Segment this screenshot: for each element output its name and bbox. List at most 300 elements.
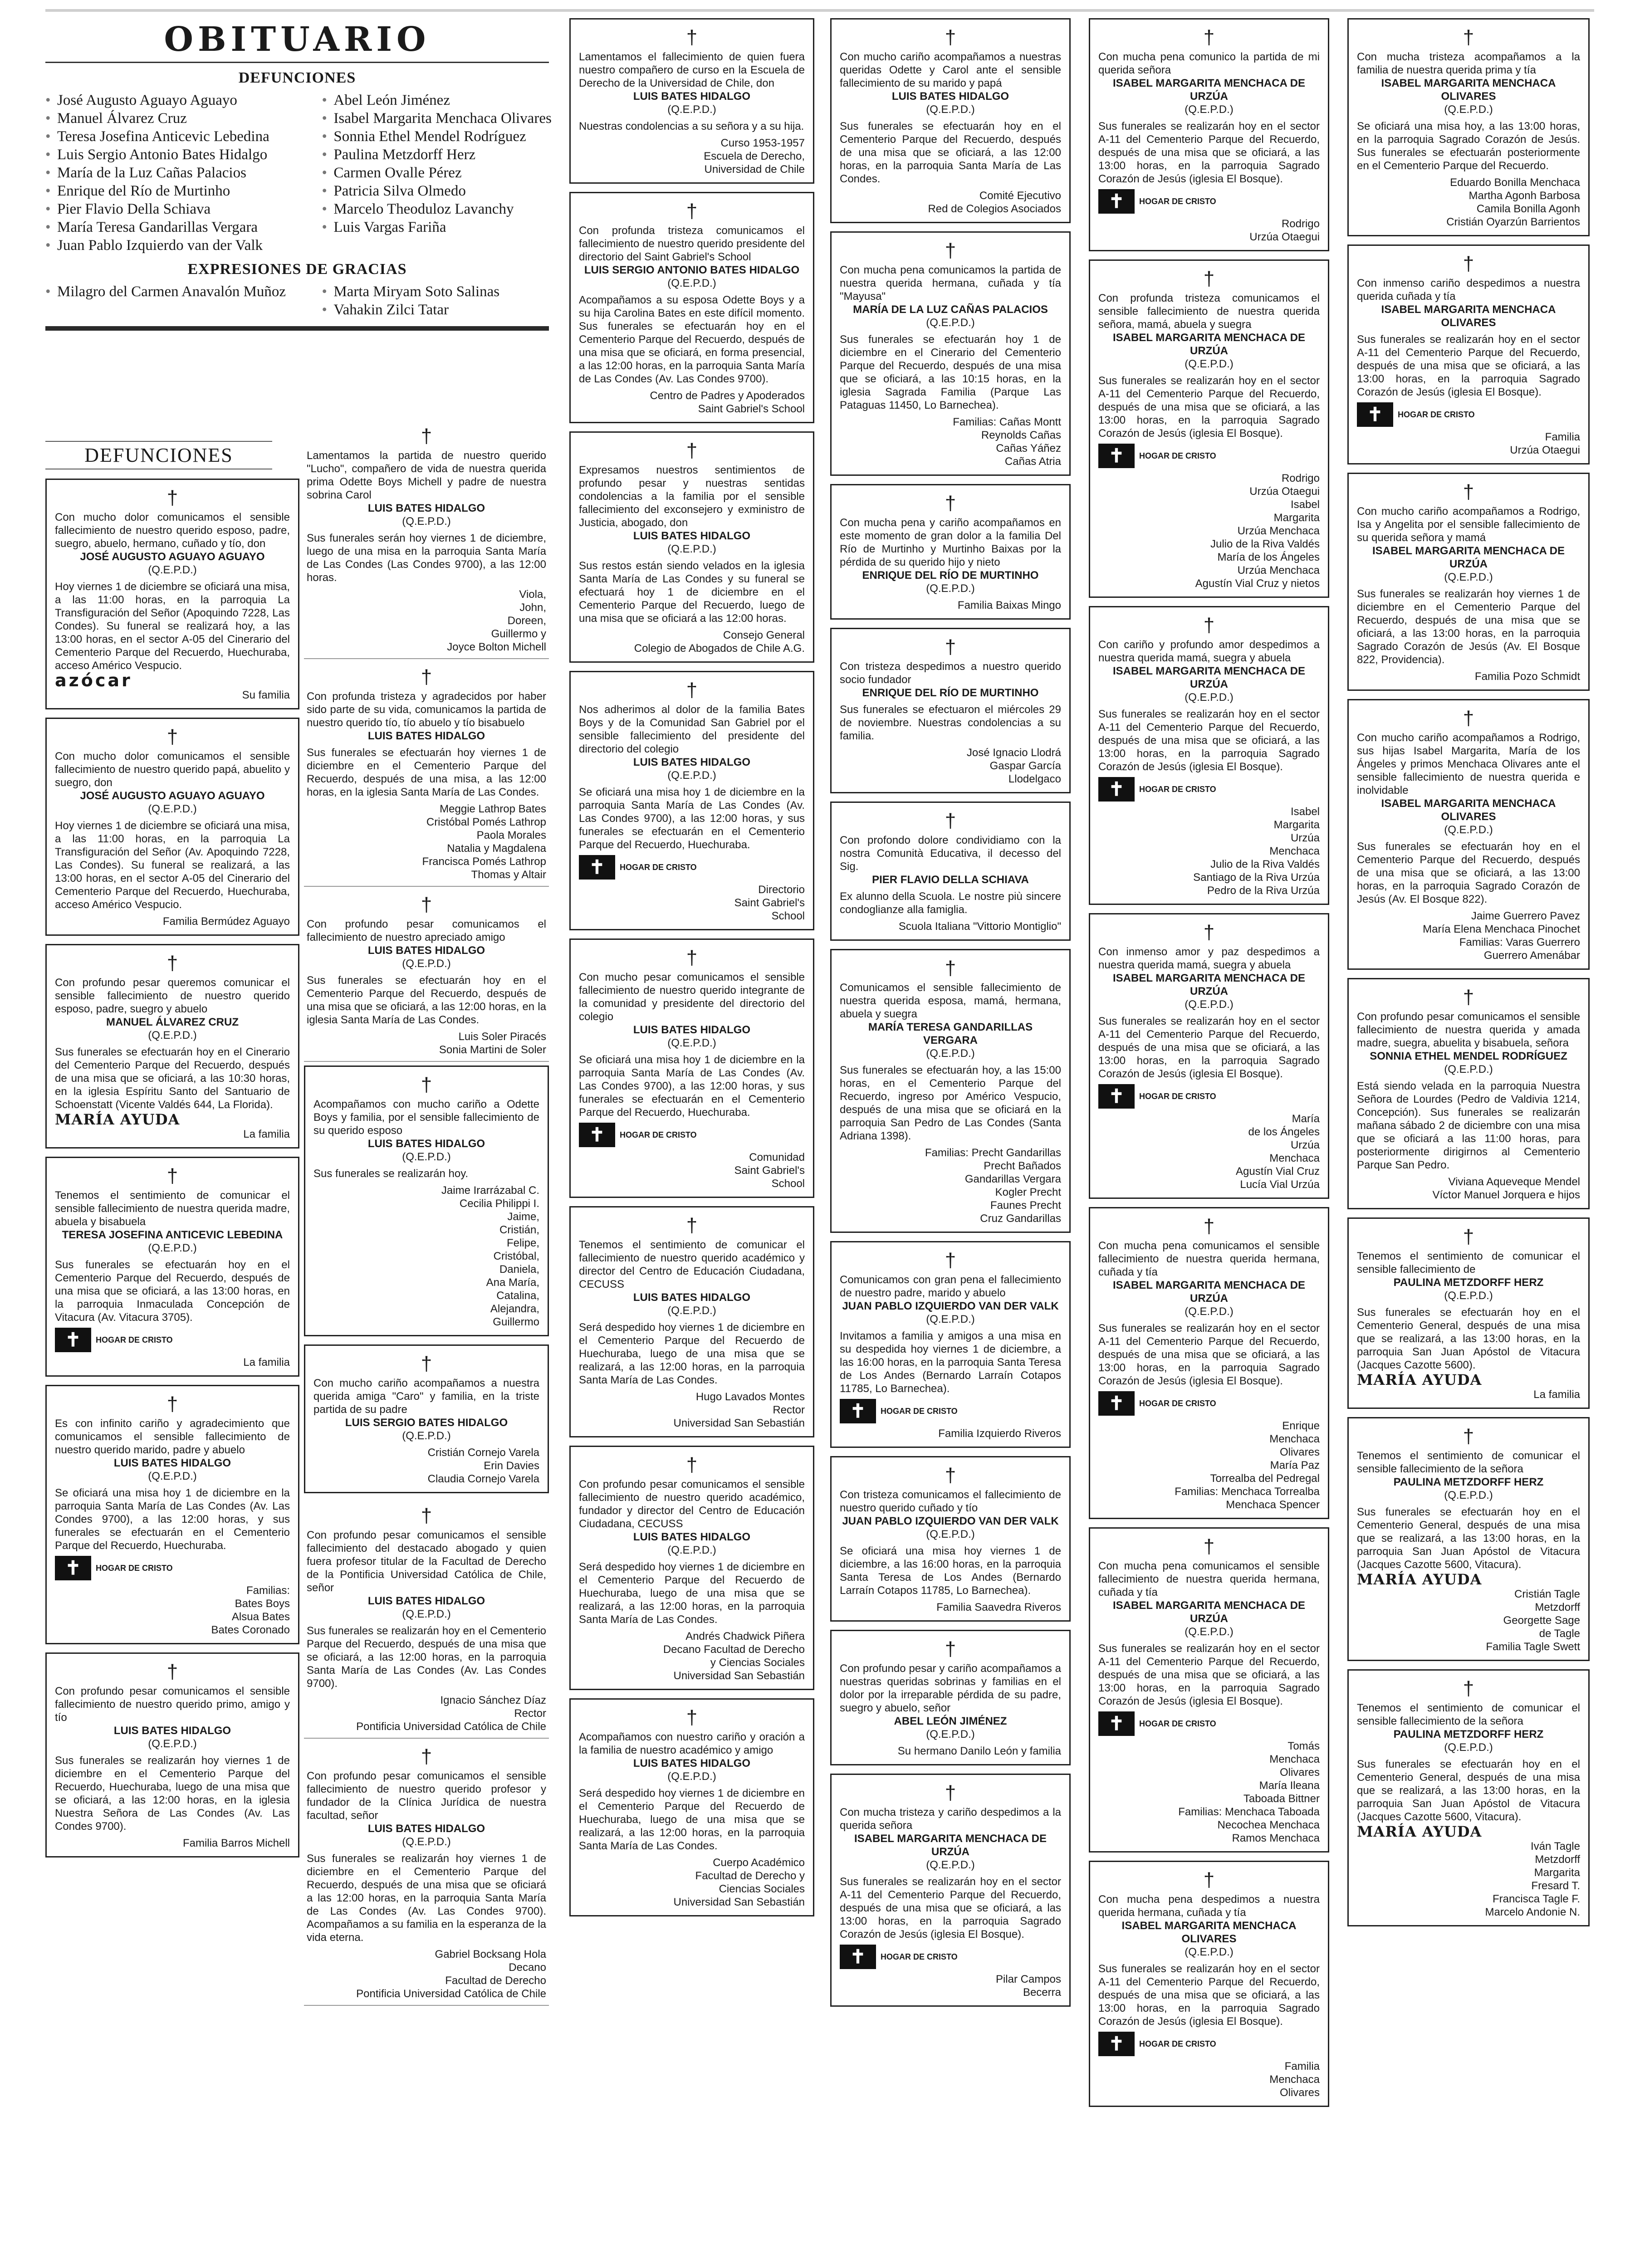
notice-text: Ex alunno della Scuola. Le nostre più sincere condoglianze alla famiglia. [840,890,1061,916]
hogar-de-cristo-cross-icon: ✝ [1357,402,1393,427]
hogar-de-cristo-logo [1098,189,1320,214]
obituary-notice [569,938,814,1198]
notice-intro: Con profundo pesar queremos comunicar el sensible fallecimiento de nuestro querido esposo, padre, suegro y abuelo [55,977,290,1015]
notice-text: Sus funerales se efectuaron el miércoles 29 de noviembre. Nuestras condolencias a su familia. [840,704,1061,742]
notice-intro: Con mucho pesar comunicamos el sensible fallecimiento de nuestro querido integrante de la comunidad y presidente del directorio del colegio [579,971,805,1023]
notice-signature: Familia Bermúdez Aguayo [162,915,290,928]
notice-text: Sus funerales se efectuarán hoy viernes 1 de diciembre en el Cementerio Parque del Recuerdo, después de una misa, a las 12:00 horas, en la iglesia Santa María de Las Condes. [307,747,546,798]
qepd-label: (Q.E.P.D.) [667,1770,716,1783]
notice-intro: Con profundo pesar comunicamos el sensible fallecimiento de nuestro querido académico, fundador y director del Centro de Educación Ciudadana, CECUSS [579,1478,805,1530]
notice-signature: Hugo Lavados Montes Rector Universidad San Sebastián [673,1391,805,1429]
obituary-notice [830,802,1071,941]
qepd-label: (Q.E.P.D.) [402,515,451,528]
obituary-notice [569,18,814,184]
index-name-item: • Paulina Metzdorff Herz [322,146,553,164]
notice-text: Sus funerales se realizarán hoy en el sector A-11 del Cementerio Parque del Recuerdo, después de una misa que se oficiará, a las 13:00 horas, en la parroquia Sagrado Corazón de Jesús (iglesia El Bosque). [1098,1015,1320,1080]
notice-signature: María de los Ángeles Urzúa Menchaca Agustín Vial Cruz Lucía Vial Urzúa [1236,1113,1320,1191]
hogar-de-cristo-logo [840,1399,1061,1423]
deceased-name: LUIS BATES HIDALGO [633,1757,751,1769]
notice-signature: Familia Pozo Schmidt [1474,670,1580,683]
obituary-notice [1347,473,1590,691]
notice-text: Sus funerales se efectuarán hoy en el Cementerio General, después de una misa que se realizará, a las 13:00 horas, en la parroquia San Juan Apóstol de Vitacura (Jacques Cazotte 5600, Vitacura). [1357,1506,1580,1571]
deceased-name: LUIS BATES HIDALGO [633,756,751,768]
cross-icon: † [166,487,178,509]
deceased-name: LUIS BATES HIDALGO [633,90,751,103]
notice-signature: Rodrigo Urzúa Otaegui [1249,218,1320,243]
notice-text: Sus funerales se realizarán hoy viernes 1 de diciembre en el Cementerio Parque del Recuerdo, después de una misa que se oficiará a las 12:00 horas, en la parroquia Santa María de Las Condes (Av. Las Condes 9700). Acompañamos a su familia en la esperanza de la vida eterna. [307,1853,546,1944]
qepd-label: (Q.E.P.D.) [667,277,716,289]
deceased-name: ISABEL MARGARITA MENCHACA DE URZÚA [1372,545,1565,570]
hogar-de-cristo-logo [1098,1084,1320,1109]
hogar-de-cristo-text: HOGAR DE CRISTO [620,863,697,872]
cross-icon: † [1203,26,1215,49]
qepd-label: (Q.E.P.D.) [926,1047,975,1060]
deceased-name: JUAN PABLO IZQUIERDO VAN DER VALK [842,1300,1059,1312]
cross-icon: † [166,1661,178,1683]
obituary-notice [830,1774,1071,2007]
notice-signature: Enrique Menchaca Olivares María Paz Torrealba del Pedregal Familias: Menchaca Torrealba Menchaca Spencer [1175,1420,1320,1511]
notice-intro: Con mucho cariño acompañamos a nuestra querida amiga "Caro" y familia, en la triste partida de su padre [313,1377,539,1416]
notice-intro: Con mucha pena comunicamos la partida de nuestra querida hermana, cuñada y tía "Mayusa" [840,264,1061,303]
index-name-item: • José Augusto Aguayo Aguayo [45,91,317,109]
notice-intro: Acompañamos con mucho cariño a Odette Boys y familia, por el sensible fallecimiento de su querido esposo [313,1098,539,1137]
maria-ayuda-text: MARÍA AYUDA [1357,1823,1482,1840]
deceased-name: SONNIA ETHEL MENDEL RODRÍGUEZ [1370,1050,1567,1062]
cross-icon: † [945,810,956,832]
obituary-notice [830,949,1071,1233]
notice-text: Sus funerales se realizarán hoy viernes 1 de diciembre en el Cementerio Parque del Recuerdo, Huechuraba, luego de una misa que se oficiará, a las 12:00 horas, en la iglesia Nuestra Señora de Las Condes (Av. Las Condes 9700). [55,1755,290,1833]
cross-icon: † [1203,1869,1215,1891]
qepd-label: (Q.E.P.D.) [667,103,716,116]
notice-signature: Consejo General Colegio de Abogados de Chile A.G. [634,629,805,655]
notice-signature: Directorio Saint Gabriel's School [734,884,805,922]
cross-icon: † [686,947,698,969]
obituary-notice [569,1698,814,1916]
notice-intro: Con mucho dolor comunicamos el sensible fallecimiento de nuestro querido esposo, padre, suegro, abuelo, hermano, cuñado y tío, don [55,511,290,550]
deceased-name: ISABEL MARGARITA MENCHACA DE URZÚA [854,1833,1047,1858]
notice-intro: Con profundo pesar comunicamos el sensible fallecimiento de nuestro querido primo, amigo y tío [55,1685,290,1724]
masthead-rule-top [45,9,1594,12]
deceased-name: ISABEL MARGARITA MENCHACA DE URZÚA [1113,1599,1305,1625]
notice-intro: Tenemos el sentimiento de comunicar el sensible fallecimiento de [1357,1250,1580,1276]
obituary-notice [569,192,814,423]
notice-intro: Con mucha pena comunico la partida de mi querida señora [1098,51,1320,76]
deceased-name: JOSÉ AUGUSTO AGUAYO AGUAYO [80,551,265,563]
col-1-notices [45,479,299,1866]
qepd-label: (Q.E.P.D.) [402,1836,451,1848]
qepd-label: (Q.E.P.D.) [1185,1946,1234,1958]
cross-icon: † [166,1393,178,1415]
deceased-name: LUIS SERGIO ANTONIO BATES HIDALGO [584,264,800,276]
cross-icon: † [686,1454,698,1476]
hogar-de-cristo-text: HOGAR DE CRISTO [96,1335,173,1344]
notice-intro: Acompañamos con nuestro cariño y oración a la familia de nuestro académico y amigo [579,1731,805,1756]
qepd-label: (Q.E.P.D.) [1444,1290,1493,1302]
cross-icon: † [1463,253,1474,275]
notice-intro: Con mucha tristeza acompañamos a la familia de nuestra querida prima y tía [1357,51,1580,76]
qepd-label: (Q.E.P.D.) [667,1544,716,1556]
notice-signature: Familias: Cañas Montt Reynolds Cañas Cañas Yáñez Cañas Atria [953,416,1061,468]
notice-intro: Con mucha pena comunicamos el sensible fallecimiento de nuestra querida hermana, cuñada y tía [1098,1240,1320,1278]
hogar-de-cristo-logo [579,1123,805,1147]
index-gracias-list [45,283,549,319]
qepd-label: (Q.E.P.D.) [402,1608,451,1620]
index-defunciones-head: DEFUNCIONES [238,69,356,86]
obituary-notice [1089,1207,1329,1519]
qepd-label: (Q.E.P.D.) [926,1859,975,1871]
deceased-name: ISABEL MARGARITA MENCHACA OLIVARES [1121,1920,1297,1945]
cross-icon: † [945,492,956,514]
notice-signature: Familia Urzúa Otaegui [1510,431,1580,456]
notice-signature: Familia Saavedra Riveros [936,1601,1061,1613]
notice-signature: Su hermano Danilo León y familia [897,1745,1061,1757]
notice-text: Sus funerales se efectuarán hoy en el Cementerio Parque del Recuerdo, después de una misa que se oficiará, a las 13:00 horas, en la parroquia Sagrado Corazón de Jesús (Av. El Bosque 822). [1357,841,1580,905]
obituary-notice [1089,1861,1329,2107]
hogar-de-cristo-cross-icon: ✝ [579,1123,615,1147]
obituary-notice [1089,913,1329,1199]
qepd-label: (Q.E.P.D.) [926,317,975,329]
notice-signature: Andrés Chadwick Piñera Decano Facultad de Derecho y Ciencias Sociales Universidad San Sebastián [663,1630,805,1682]
obituary-notice [830,1456,1071,1622]
obituary-notice [569,431,814,663]
qepd-label: (Q.E.P.D.) [1444,1741,1493,1754]
defunciones-section-label: DEFUNCIONES [45,441,272,469]
qepd-label: (Q.E.P.D.) [148,1242,197,1254]
notice-signature: Cristián Cornejo Varela Erin Davies Claudia Cornejo Varela [427,1447,539,1485]
hogar-de-cristo-text: HOGAR DE CRISTO [881,1407,958,1416]
notice-intro: Tenemos el sentimiento de comunicar el sensible fallecimiento de la señora [1357,1450,1580,1475]
hogar-de-cristo-text: HOGAR DE CRISTO [1139,785,1216,794]
obituary-notice [304,1501,549,1739]
notice-text: Sus funerales serán hoy viernes 1 de diciembre, luego de una misa en la parroquia Santa María de Las Condes (Las Condes 9700), a las 12:00 horas. [307,532,546,584]
maria-ayuda-text: MARÍA AYUDA [55,1111,180,1128]
notice-text: Se oficiará una misa hoy 1 de diciembre en la parroquia Santa María de Las Condes (Av. Las Condes 9700), a las 12:00 horas, y sus funerales se efectuarán en el Cementerio Parque del Recuerdo, Huechuraba. [55,1487,290,1552]
obituary-notice [1089,259,1329,598]
obituary-notice [1089,1527,1329,1853]
qepd-label: (Q.E.P.D.) [1444,824,1493,836]
deceased-name: ENRIQUE DEL RÍO DE MURTINHO [862,687,1039,699]
hogar-de-cristo-logo [55,1328,290,1352]
obituary-notice [1347,978,1590,1209]
notice-intro: Comunicamos el sensible fallecimiento de nuestra querida esposa, mamá, hermana, abuela y suegra [840,982,1061,1020]
notice-text: Sus funerales se realizarán hoy. [313,1168,469,1180]
cross-icon: † [686,26,698,49]
notice-intro: Comunicamos con gran pena el fallecimiento de nuestro padre, marido y abuelo [840,1274,1061,1299]
hogar-de-cristo-cross-icon: ✝ [1098,1391,1135,1416]
notice-intro: Con profunda tristeza y agradecidos por haber sido parte de su vida, comunicamos la partida de nuestro querido tío, tío abuelo y tío bisabuelo [307,690,546,729]
deceased-name: LUIS BATES HIDALGO [633,530,751,542]
deceased-name: JUAN PABLO IZQUIERDO VAN DER VALK [842,1515,1059,1527]
deceased-name: LUIS BATES HIDALGO [367,1138,485,1150]
notice-text: Se oficiará una misa hoy viernes 1 de diciembre, a las 16:00 horas, en la parroquia Santa Teresa de Los Andes (Bernardo Larraín Cotapos 11785, Lo Barnechea). [840,1545,1061,1597]
notice-text: Se oficiará una misa hoy 1 de diciembre en la parroquia Santa María de Las Condes (Av. Las Condes 9700), a las 12:00 horas, y sus funerales se efectuarán en el Cementerio Parque del Recuerdo, Huechuraba. [579,1054,805,1119]
notice-text: Está siendo velada en la parroquia Nuestra Señora de Lourdes (Pedro de Valdivia 1214, Concepción). Sus funerales se realizarán mañana sábado 2 de diciembre con una misa que se oficiará a las 11:00 horas, para posteriormente dirigirnos al Cementerio Parque San Pedro. [1357,1080,1580,1171]
obituary-notice [304,422,549,659]
qepd-label: (Q.E.P.D.) [402,1430,451,1442]
cross-icon: † [421,894,432,916]
notice-intro: Con mucha pena comunicamos el sensible fallecimiento de nuestra querida hermana, cuñada y tía [1098,1560,1320,1598]
cross-icon: † [421,1745,432,1768]
obituary-notice [304,890,549,1062]
obituary-notice [830,1630,1071,1765]
cross-icon: † [945,1249,956,1271]
deceased-name: LUIS BATES HIDALGO [113,1725,231,1737]
maria-ayuda-logo [1357,1571,1580,1588]
obituary-notice [1347,1417,1590,1661]
hogar-de-cristo-text: HOGAR DE CRISTO [881,1952,958,1961]
index-name-item: • Manuel Álvarez Cruz [45,109,317,127]
cross-icon: † [1203,1215,1215,1237]
obituary-notice [830,1241,1071,1448]
hogar-de-cristo-cross-icon: ✝ [840,1399,876,1423]
qepd-label: (Q.E.P.D.) [148,1029,197,1041]
deceased-name: ISABEL MARGARITA MENCHACA DE URZÚA [1113,332,1305,357]
deceased-name: ABEL LEÓN JIMÉNEZ [894,1715,1007,1727]
deceased-name: ISABEL MARGARITA MENCHACA DE URZÚA [1113,665,1305,690]
notice-intro: Con profundo pesar comunicamos el sensible fallecimiento de nuestra querida y amada madre, suegra, abuelita y bisabuela, señora [1357,1011,1580,1049]
maria-ayuda-text: MARÍA AYUDA [1357,1571,1482,1588]
qepd-label: (Q.E.P.D.) [148,564,197,576]
index-name-item: • Juan Pablo Izquierdo van der Valk [45,236,317,254]
notice-intro: Tenemos el sentimiento de comunicar el sensible fallecimiento de nuestra querida madre, abuela y bisabuela [55,1189,290,1228]
notice-intro: Con profunda tristeza comunicamos el fallecimiento de nuestro querido presidente del directorio del Saint Gabriel's School [579,225,805,263]
notice-signature: Eduardo Bonilla Menchaca Martha Agonh Barbosa Camila Bonilla Agonh Cristián Oyarzún Barrientos [1446,176,1580,228]
cross-icon: † [945,1464,956,1486]
notice-signature: Luis Soler Piracés Sonia Martini de Soler [439,1031,546,1056]
col-6-notices [1347,18,1590,1935]
notice-intro: Con profunda tristeza comunicamos el sensible fallecimiento de nuestra querida señora, mamá, abuela y suegra [1098,292,1320,331]
deceased-name: JOSÉ AUGUSTO AGUAYO AGUAYO [80,790,265,802]
hogar-de-cristo-text: HOGAR DE CRISTO [96,1564,173,1573]
notice-intro: Con mucha pena despedimos a nuestra querida hermana, cuñada y tía [1098,1893,1320,1919]
deceased-name: LUIS BATES HIDALGO [633,1291,751,1304]
index-name-item: • María Teresa Gandarillas Vergara [45,218,317,236]
qepd-label: (Q.E.P.D.) [926,103,975,116]
deceased-name: MARÍA TERESA GANDARILLAS VERGARA [868,1021,1033,1046]
hogar-de-cristo-logo [55,1556,290,1580]
cross-icon: † [1203,614,1215,636]
cross-icon: † [686,440,698,462]
notice-intro: Lamentamos la partida de nuestro querido "Lucho", compañero de vida de nuestra querida prima Odette Boys Michell y padre de nuestra sobrina Carol [307,450,546,501]
obituary-notice [45,718,299,936]
hogar-de-cristo-cross-icon: ✝ [579,855,615,880]
hogar-de-cristo-logo [1098,1391,1320,1416]
notice-text: Sus funerales se realizarán hoy en el sector A-11 del Cementerio Parque del Recuerdo, después de una misa que se oficiará, a las 13:00 horas, en la parroquia Sagrado Corazón de Jesús (iglesia El Bosque). [1357,333,1580,398]
obituary-notice [830,18,1071,223]
deceased-name: ISABEL MARGARITA MENCHACA OLIVARES [1381,303,1556,329]
obituary-notice [569,1446,814,1690]
cross-icon: † [945,240,956,262]
notice-intro: Con mucho cariño acompañamos a Rodrigo, Isa y Angelita por el sensible fallecimiento de su querida señora y mamá [1357,505,1580,544]
obituary-notice [45,1385,299,1644]
notice-text: Sus funerales se efectuarán hoy en el Cementerio Parque del Recuerdo, después de una misa que se oficiará, a las 12:00 horas, en la parroquia Santa María de Las Condes. [840,120,1061,185]
obituary-notice [569,1206,814,1437]
notice-text: Será despedido hoy viernes 1 de diciembre en el Cementerio Parque del Recuerdo de Huechuraba, luego de una misa que se realizará, a las 12:00 horas, en la parroquia Santa María de Las Condes. [579,1321,805,1386]
hogar-de-cristo-cross-icon: ✝ [1098,1084,1135,1109]
notice-text: Sus funerales se realizarán hoy viernes 1 de diciembre en el Cementerio Parque del Recuerdo, después de una misa que se oficiará, a las 13:00 horas, en la parroquia Sagrado Corazón de Jesús (Av. El Bosque 822, Providencia). [1357,588,1580,666]
deceased-name: ISABEL MARGARITA MENCHACA OLIVARES [1381,77,1556,103]
hogar-de-cristo-text: HOGAR DE CRISTO [620,1130,697,1139]
notice-signature: Familia Barros Michell [182,1837,290,1849]
hogar-de-cristo-cross-icon: ✝ [1098,777,1135,802]
qepd-label: (Q.E.P.D.) [926,582,975,595]
notice-text: Invitamos a familia y amigos a una misa en su despedida hoy viernes 1 de diciembre, a las 16:00 horas, en la parroquia Santa Teresa de Los Andes (Bernardo Larraín Cotapos 11785, Lo Barnechea). [840,1330,1061,1395]
deceased-name: LUIS BATES HIDALGO [367,1595,485,1607]
notice-intro: Es con infinito cariño y agradecimiento que comunicamos el sensible fallecimiento de nuestro querido marido, padre y abuelo [55,1418,290,1456]
qepd-label: (Q.E.P.D.) [926,1528,975,1540]
notice-signature: Iván Tagle Metzdorff Margarita Fresard T. Francisca Tagle F. Marcelo Andonie N. [1485,1840,1580,1918]
cross-icon: † [166,952,178,974]
obituary-notice [830,484,1071,620]
cross-icon: † [1463,1677,1474,1700]
col-2-notices [304,422,549,2009]
index-name-item: • Sonnia Ethel Mendel Rodríguez [322,127,553,146]
notice-signature: Familias: Precht Gandarillas Precht Bañados Gandarillas Vergara Kogler Precht Faunes Precht Cruz Gandarillas [925,1147,1061,1225]
deceased-name: PAULINA METZDORFF HERZ [1393,1476,1544,1488]
notice-signature: Cuerpo Académico Facultad de Derecho y Ciencias Sociales Universidad San Sebastián [673,1857,805,1908]
index-name-item: • Carmen Ovalle Pérez [322,164,553,182]
col-3-notices [569,18,814,1925]
cross-icon: † [1463,707,1474,729]
notice-text: Hoy viernes 1 de diciembre se oficiará una misa, a las 11:00 horas, en la parroquia La Transfiguración del Señor (Apoquindo 7228, Las Condes). Su funeral se realizará hoy, a las 13:00 horas, en el sector A-05 del Cinerario del Cementerio Parque del Recuerdo, Huechuraba, acceso Américo Vespucio. [55,581,290,672]
qepd-label: (Q.E.P.D.) [667,1037,716,1049]
col-5-notices [1089,18,1329,2115]
hogar-de-cristo-text: HOGAR DE CRISTO [1139,2039,1216,2048]
qepd-label: (Q.E.P.D.) [148,1738,197,1750]
obituary-notice [830,231,1071,476]
deceased-name: LUIS BATES HIDALGO [891,90,1009,103]
deceased-name: LUIS SERGIO BATES HIDALGO [345,1417,508,1429]
cross-icon: † [421,425,432,447]
notice-signature: Familias: Bates Boys Alsua Bates Bates Coronado [211,1584,290,1636]
hogar-de-cristo-cross-icon: ✝ [1098,2032,1135,2056]
notice-signature: Curso 1953-1957 Escuela de Derecho, Universidad de Chile [704,137,805,176]
azocar-text: azócar [55,670,132,690]
cross-icon: † [686,1214,698,1237]
deceased-name: LUIS BATES HIDALGO [367,730,485,742]
notice-intro: Con cariño y profundo amor despedimos a nuestra querida mamá, suegra y abuela [1098,639,1320,664]
index-name-item: • Luis Sergio Antonio Bates Hidalgo [45,146,317,164]
cross-icon: † [1463,986,1474,1008]
deceased-name: ISABEL MARGARITA MENCHACA DE URZÚA [1113,972,1305,997]
qepd-label: (Q.E.P.D.) [1185,358,1234,370]
hogar-de-cristo-text: HOGAR DE CRISTO [1139,197,1216,206]
section-divider [45,326,549,331]
index-list-right [322,91,553,254]
notice-signature: Gabriel Bocksang Hola Decano Facultad de Derecho Pontificia Universidad Católica de Chile [356,1948,546,2000]
notice-text: Acompañamos a su esposa Odette Boys y a su hija Carolina Bates en este difícil momento. Sus funerales se efectuarán hoy en el Cementerio Parque del Recuerdo, después de una misa que se oficiará, en forma presencial, a las 12:00 horas, en la parroquia Santa María de Las Condes (Av. Las Condes 9700). [579,294,805,385]
hogar-de-cristo-text: HOGAR DE CRISTO [1398,410,1475,419]
notice-signature: Scuola Italiana "Vittorio Montiglio" [898,920,1061,933]
qepd-label: (Q.E.P.D.) [402,1151,451,1163]
cross-icon: † [166,726,178,748]
notice-intro: Con mucho dolor comunicamos el sensible fallecimiento de nuestro querido papá, abuelito y suegro, don [55,750,290,789]
notice-signature: Pilar Campos Becerra [995,1973,1061,1999]
obituary-notice [830,628,1071,793]
cross-icon: † [945,636,956,658]
notice-text: Será despedido hoy viernes 1 de diciembre en el Cementerio Parque del Recuerdo de Huechuraba, luego de una misa que se realizará, a las 12:00 horas, en la parroquia Santa María de Las Condes. [579,1787,805,1852]
index-name-item: • Enrique del Río de Murtinho [45,182,317,200]
cross-icon: † [945,1782,956,1804]
obituary-notice [569,671,814,930]
qepd-label: (Q.E.P.D.) [667,1305,716,1317]
notice-text: Nuestras condolencias a su señora y a su hija. [579,120,804,132]
gracias-list-right [322,283,553,319]
cross-icon: † [945,1638,956,1660]
index-name-item: • Abel León Jiménez [322,91,553,109]
cross-icon: † [1463,1226,1474,1248]
qepd-label: (Q.E.P.D.) [1185,103,1234,116]
qepd-label: (Q.E.P.D.) [1185,691,1234,704]
obituary-notice [1347,1669,1590,1926]
deceased-name: PIER FLAVIO DELLA SCHIAVA [872,874,1029,886]
obituary-notice [1347,699,1590,970]
obituary-notice [1347,244,1590,464]
cross-icon: † [1203,1535,1215,1558]
cross-icon: † [945,26,956,49]
notice-signature: Familia Baixas Mingo [957,599,1061,611]
notice-signature: Su familia [242,689,290,701]
notice-intro: Nos adherimos al dolor de la familia Bates Boys y de la Comunidad San Gabriel por el sensible fallecimiento del presidente del directorio del colegio [579,704,805,755]
cross-icon: † [686,679,698,701]
notice-text: Sus funerales se efectuarán hoy en el Cinerario del Cementerio Parque del Recuerdo, después de una misa que se oficiará, a las 10:30 horas, en la iglesia Espíritu Santo del Santuario de Schoenstatt (Vicente Valdés 644, La Florida). [55,1046,290,1111]
notice-signature: Ignacio Sánchez Díaz Rector Pontificia Universidad Católica de Chile [356,1694,546,1733]
notice-text: Sus funerales se realizarán hoy en el sector A-11 del Cementerio Parque del Recuerdo, después de una misa que se oficiará, a las 13:00 horas, en la parroquia Sagrado Corazón de Jesús (iglesia El Bosque). [840,1876,1061,1941]
deceased-name: LUIS BATES HIDALGO [367,1823,485,1835]
cross-icon: † [1463,481,1474,503]
notice-intro: Con profundo pesar comunicamos el sensible fallecimiento de nuestro querido profesor y fundador de la Clínica Jurídica de nuestra facultad, señor [307,1770,546,1822]
hogar-de-cristo-logo [840,1945,1061,1969]
index-name-item: • Vahakin Zilci Tatar [322,301,553,319]
deceased-name: ISABEL MARGARITA MENCHACA OLIVARES [1381,797,1556,823]
maria-ayuda-logo [55,1111,290,1128]
notice-text: Será despedido hoy viernes 1 de diciembre en el Cementerio Parque del Recuerdo de Huechuraba, luego de una misa que se realizará, a las 12:00 horas, en la parroquia Santa María de Las Condes. [579,1561,805,1626]
notice-text: Sus funerales se efectuarán hoy, a las 15:00 horas, en el Cementerio Parque del Recuerdo, ingreso por Américo Vespucio, después de una misa que se oficiará en la parroquia San Pedro de Las Condes (Santa Adriana 1398). [840,1064,1061,1142]
qepd-label: (Q.E.P.D.) [926,1313,975,1325]
notice-text: Se oficiará una misa hoy, a las 13:00 horas, en la parroquia Sagrado Corazón de Jesús. Sus funerales se efectuarán posteriormente en el Cementerio Parque del Recuerdo. [1357,120,1580,172]
qepd-label: (Q.E.P.D.) [402,958,451,970]
cross-icon: † [686,1706,698,1729]
obituary-notice [304,1066,549,1336]
cross-icon: † [166,1165,178,1187]
hogar-de-cristo-logo [579,855,805,880]
notice-signature: Viviana Aqueveque Mendel Víctor Manuel Jorquera e hijos [1432,1176,1580,1201]
notice-text: Sus funerales se realizarán hoy en el sector A-11 del Cementerio Parque del Recuerdo, después de una misa que se oficiará, a las 13:00 horas, en la parroquia Sagrado Corazón de Jesús (iglesia El Bosque). [1098,120,1320,185]
index-name-item: • Teresa Josefina Anticevic Lebedina [45,127,317,146]
notice-text: Sus funerales se realizarán hoy en el sector A-11 del Cementerio Parque del Recuerdo, después de una misa que se oficiará, a las 13:00 horas, en la parroquia Sagrado Corazón de Jesús (iglesia El Bosque). [1098,708,1320,773]
deceased-name: ISABEL MARGARITA MENCHACA DE URZÚA [1113,1279,1305,1305]
notice-text: Sus funerales se realizarán hoy en el sector A-11 del Cementerio Parque del Recuerdo, después de una misa que se oficiará, a las 13:00 horas, en la parroquia Sagrado Corazón de Jesús (iglesia El Bosque). [1098,1322,1320,1387]
deceased-name: TERESA JOSEFINA ANTICEVIC LEBEDINA [62,1229,283,1241]
notice-intro: Expresamos nuestros sentimientos de profundo pesar y nuestras sentidas condolencias a la familia por el sensible fallecimiento del exconsejero y exministro de Justicia, abogado, don [579,464,805,529]
deceased-name: LUIS BATES HIDALGO [367,944,485,957]
deceased-name: PAULINA METZDORFF HERZ [1393,1728,1544,1740]
hogar-de-cristo-logo [1098,1711,1320,1736]
hogar-de-cristo-logo [1098,777,1320,802]
qepd-label: (Q.E.P.D.) [148,803,197,815]
qepd-label: (Q.E.P.D.) [1185,998,1234,1011]
notice-signature: Jaime Guerrero Pavez María Elena Menchaca Pinochet Familias: Varas Guerrero Guerrero Amenábar [1423,910,1580,962]
qepd-label: (Q.E.P.D.) [926,1728,975,1740]
obituary-notice [45,944,299,1149]
qepd-label: (Q.E.P.D.) [1444,103,1493,116]
qepd-label: (Q.E.P.D.) [667,769,716,782]
notice-intro: Con profundo pesar comunicamos el sensible fallecimiento del destacado abogado y quien fuera profesor titular de la Facultad de Derecho de la Pontificia Universidad Católica de Chile, señor [307,1529,546,1594]
index-name-item: • Marta Miryam Soto Salinas [322,283,553,301]
obituary-notice [45,1157,299,1377]
notice-text: Sus funerales se realizarán hoy en el Cementerio Parque del Recuerdo, después de una misa que se oficiará, a las 12:00 horas, en la parroquia Santa María de Las Condes (Av. Las Condes 9700). [307,1625,546,1690]
notice-intro: Con inmenso cariño despedimos a nuestra querida cuñada y tía [1357,277,1580,303]
